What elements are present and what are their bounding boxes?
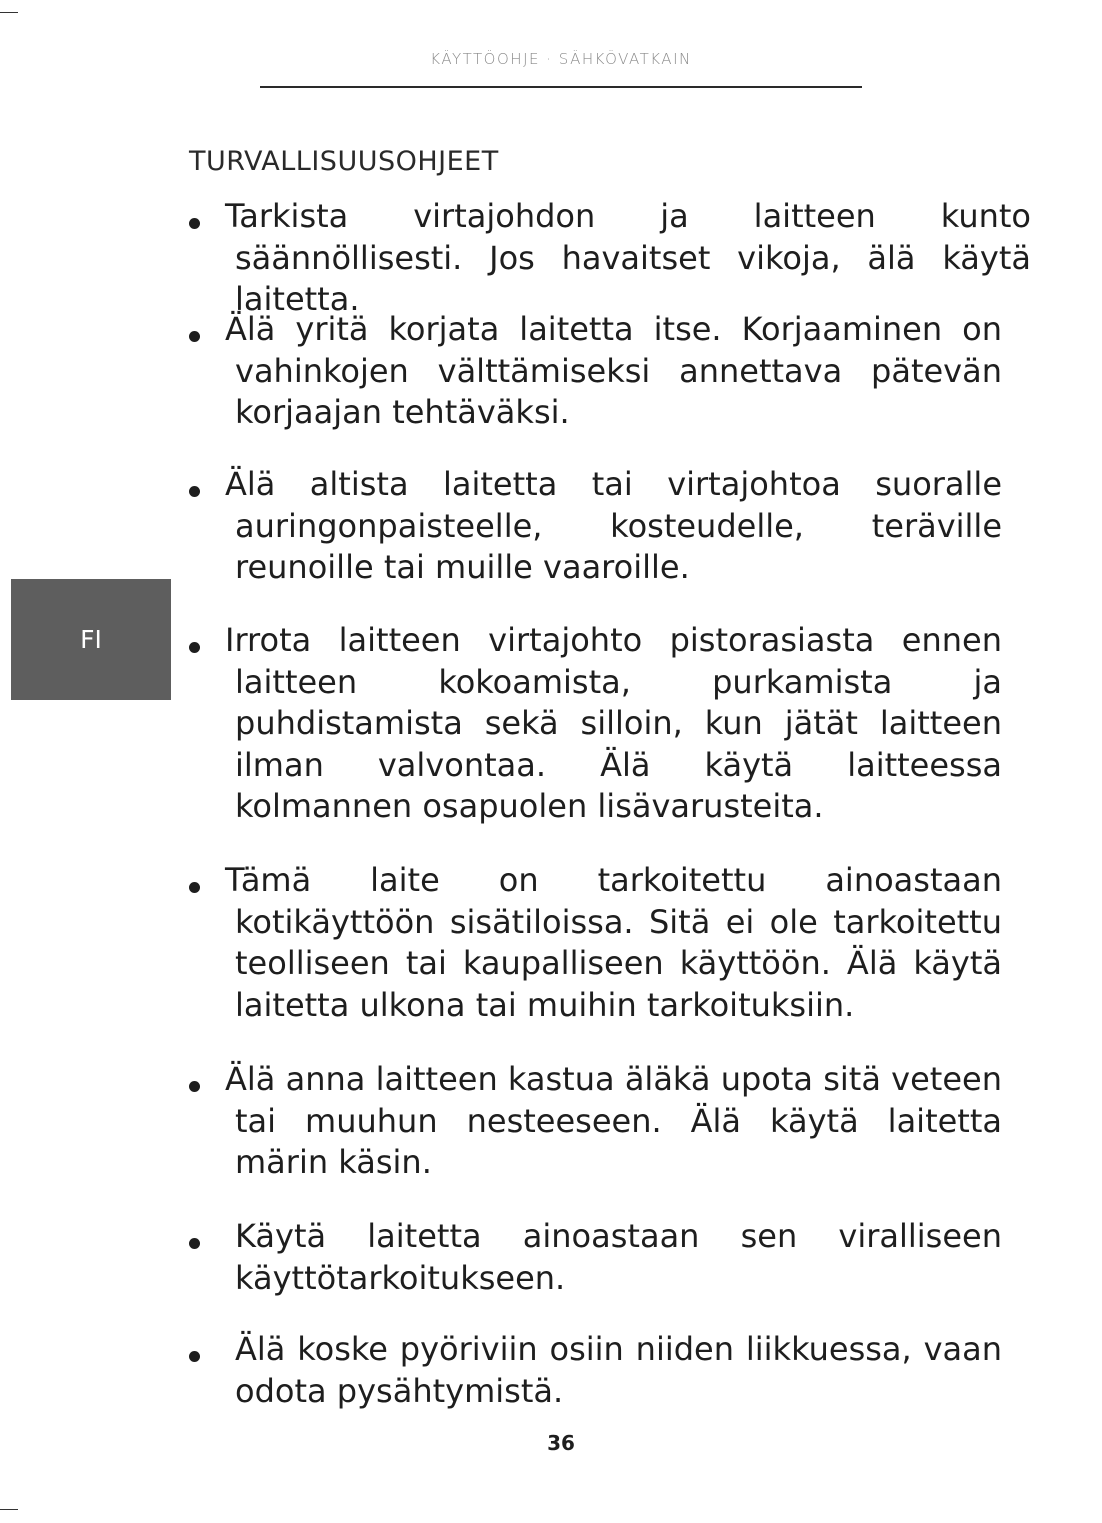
bullet-icon [189,218,200,229]
list-item-text: Käytä laitetta ainoastaan sen viralliseen käyttötarkoitukseen. [235,1217,1002,1297]
list-item-text: Tarkista virtajohdon ja laitteen kunto säännöllisesti. Jos havaitset vikoja, älä käytä laitetta. [225,197,1031,318]
bullet-icon [189,642,200,653]
bullet-icon [189,882,200,893]
bullet-icon [189,1081,200,1092]
bullet-icon [189,1351,200,1362]
list-item-text: Älä anna laitteen kastua äläkä upota sitä veteen tai muuhun nesteeseen. Älä käytä laitetta märin käsin. [225,1060,1002,1181]
section-title: TURVALLISUUSOHJEET [189,146,499,177]
list-item-text: Tämä laite on tarkoitettu ainoastaan kotikäyttöön sisätiloissa. Sitä ei ole tarkoitettu teolliseen tai kaupalliseen käyttöön. Älä käytä laitetta ulkona tai muihin tarkoituksiin. [225,861,1002,1024]
list-item-text: Älä altista laitetta tai virtajohtoa suoralle auringonpaisteelle, kosteudelle, teräville reunoille tai muille vaaroille. [225,465,1002,586]
bullet-icon [189,331,200,342]
bullet-icon [189,1238,200,1249]
running-header: KÄYTTÖOHJE · SÄHKÖVATKAIN [430,50,692,68]
language-tab [11,579,171,700]
list-item-text: Älä koske pyöriviin osiin niiden liikkuessa, vaan odota pysähtymistä. [235,1330,1002,1410]
header-divider [260,86,862,88]
bullet-icon [189,486,200,497]
crop-mark-bottom [0,1509,18,1510]
list-item-text: Irrota laitteen virtajohto pistorasiasta ennen laitteen kokoamista, purkamista ja puhdistamista sekä silloin, kun jätät laitteen ilman valvontaa. Älä käytä laitteessa kolmannen osapuolen lisävarusteita. [225,621,1002,825]
language-tab-label: FI [80,625,102,654]
list-item-text: Älä yritä korjata laitetta itse. Korjaaminen on vahinkojen välttämiseksi annettava pätevän korjaajan tehtäväksi. [225,310,1002,431]
page-number: 36 [547,1431,575,1455]
crop-mark-top [0,12,18,13]
